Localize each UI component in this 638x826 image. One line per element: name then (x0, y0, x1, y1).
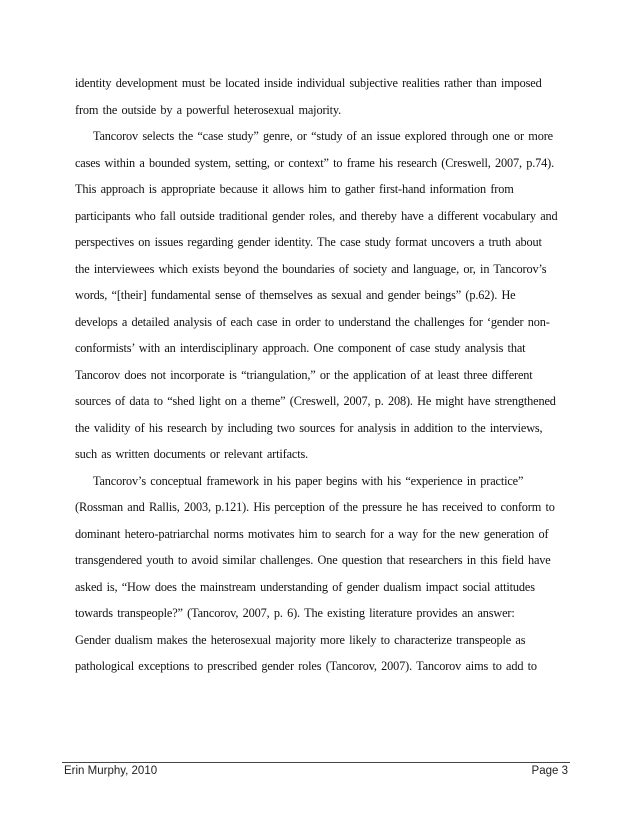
text-line: Tancorov’s conceptual framework in his paper begins with his “experience in practice” (93, 473, 524, 488)
body-text (75, 70, 565, 680)
text-line: Gender dualism makes the heterosexual majority more likely to characterize transpeople as (75, 632, 526, 647)
text-line: perspectives on issues regarding gender identity. The case study format uncovers a truth about (75, 235, 542, 249)
text-line: (Rossman and Rallis, 2003, p.121). His perception of the pressure he has received to conform to (75, 500, 555, 514)
text-line: cases within a bounded system, setting, or context” to frame his research (Creswell, 2007, p.74). (75, 155, 555, 170)
text-line: Tancorov selects the “case study” genre, or “study of an issue explored through one or more (93, 129, 553, 143)
text-line: such as written documents or relevant artifacts. (75, 447, 309, 461)
text-line: pathological exceptions to prescribed gender roles (Tancorov, 2007). Tancorov aims to add to (75, 659, 537, 673)
footer-page-number: Page 3 (531, 765, 568, 777)
text-line: transgendered youth to avoid similar challenges. One question that researchers in this field have (75, 553, 551, 567)
text-line: the validity of his research by including two sources for analysis in addition to the interviews, (75, 420, 543, 435)
paragraph (75, 468, 565, 627)
text-line: asked is, “How does the mainstream understanding of gender dualism impact social attitudes (75, 579, 535, 594)
text-line: towards transpeople?” (Tancorov, 2007, p. 6). The existing literature provides an answer: (75, 606, 515, 620)
text-line: sources of data to “shed light on a theme” (Creswell, 2007, p. 208). He might have strengthened (75, 394, 556, 408)
text-line: This approach is appropriate because it allows him to gather first-hand information from (75, 182, 514, 196)
paragraph (75, 70, 565, 123)
text-line: identity development must be located inside individual subjective realities rather than imposed (75, 76, 542, 90)
text-line: participants who fall outside traditional gender roles, and thereby have a different vocabulary and (75, 208, 558, 223)
text-line: conformists’ with an interdisciplinary approach. One component of case study analysis that (75, 341, 526, 355)
text-line: from the outside by a powerful heterosexual majority. (75, 102, 342, 117)
text-line: words, “[their] fundamental sense of themselves as sexual and gender beings” (p.62). He (75, 288, 516, 302)
paragraph (75, 123, 565, 468)
text-line: Tancorov does not incorporate is “triangulation,” or the application of at least three different (75, 367, 533, 382)
text-line: the interviewees which exists beyond the boundaries of society and language, or, in Tancorov’s (75, 261, 547, 276)
footer-divider (62, 762, 570, 763)
text-line: develops a detailed analysis of each case in order to understand the challenges for ‘gender non- (75, 314, 550, 329)
text-line: dominant hetero-patriarchal norms motivates him to search for a way for the new generation of (75, 526, 549, 541)
paragraph (75, 627, 565, 680)
footer-author: Erin Murphy, 2010 (64, 765, 158, 777)
